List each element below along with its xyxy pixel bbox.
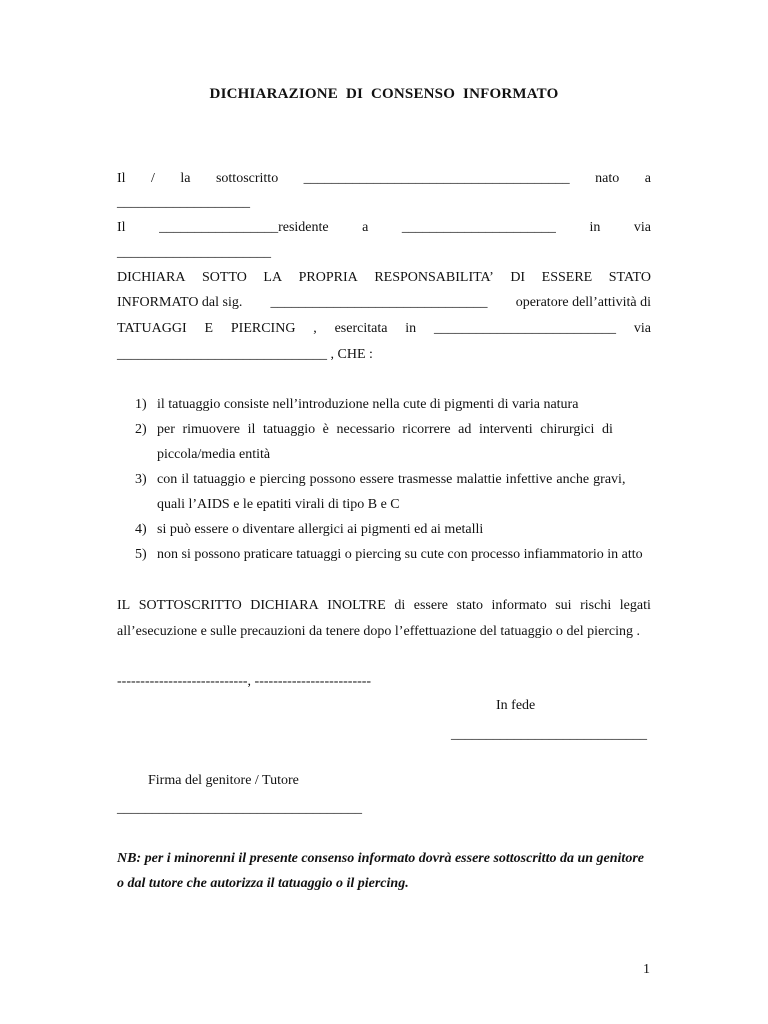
word: INOLTRE xyxy=(327,598,386,613)
word: essere xyxy=(413,598,448,613)
word: di xyxy=(394,598,406,613)
word: SOTTO xyxy=(202,270,247,285)
list-number: 4) xyxy=(135,522,147,537)
text-a-2: a xyxy=(362,220,369,235)
list-number: 3) xyxy=(135,472,147,487)
street-blank[interactable]: ______________________ xyxy=(117,245,271,260)
word: PIERCING xyxy=(230,321,296,336)
word: TATUAGGI xyxy=(117,321,187,336)
city-blank[interactable]: ______________________ xyxy=(401,220,556,235)
text-sottoscritto: sottoscritto xyxy=(215,171,279,186)
list-number: 1) xyxy=(135,397,147,412)
word: rischi xyxy=(580,598,612,613)
word: RESPONSABILITA’ xyxy=(374,270,494,285)
word: DI xyxy=(510,270,526,285)
text-la: la xyxy=(180,171,191,186)
text-informato: INFORMATO dal sig. xyxy=(117,295,243,310)
word: informato xyxy=(491,598,547,613)
document-title: DICHIARAZIONE DI CONSENSO INFORMATO xyxy=(209,86,559,102)
word: ESSERE xyxy=(541,270,593,285)
signature-line[interactable]: ____________________________ xyxy=(451,727,647,742)
list-text: quali l’AIDS e le epatiti virali di tipo B e C xyxy=(157,497,400,512)
list-text: si può essere o diventare allergici ai pigmenti ed ai metalli xyxy=(157,522,484,537)
birthdate-residence-blank[interactable]: _________________residente xyxy=(159,220,329,235)
word: legati xyxy=(619,598,651,613)
word: via xyxy=(633,321,651,336)
additional-declaration-row-1 xyxy=(117,598,651,614)
word: LA xyxy=(263,270,283,285)
operator-name-blank[interactable]: _______________________________ xyxy=(270,295,488,310)
in-fede-label: In fede xyxy=(496,698,536,713)
list-text: per rimuovere il tatuaggio è necessario ricorrere ad interventi chirurgici di xyxy=(157,422,613,437)
word: stato xyxy=(456,598,483,613)
list-number: 5) xyxy=(135,547,147,562)
name-blank[interactable]: ______________________________________ xyxy=(303,171,570,186)
declaration-row-2 xyxy=(117,295,651,311)
declaration-row-1 xyxy=(117,270,651,286)
nb-note-line-2: o dal tutore che autorizza il tatuaggio o il piercing. xyxy=(117,876,409,891)
text-nato: nato xyxy=(595,171,620,186)
list-text: con il tatuaggio e piercing possono essere trasmesse malattie infettive anche gravi, xyxy=(157,472,626,487)
operator-street-che[interactable]: ______________________________ , CHE : xyxy=(117,347,373,362)
declarant-row-3 xyxy=(117,220,651,236)
page-number: 1 xyxy=(643,962,650,977)
guardian-signature-label: Firma del genitore / Tutore xyxy=(148,773,299,788)
word: STATO xyxy=(608,270,651,285)
word: E xyxy=(204,321,214,336)
place-date-field[interactable]: ----------------------------, ------------------------- xyxy=(117,674,372,689)
list-text: piccola/media entità xyxy=(157,447,271,462)
word: SOTTOSCRITTO xyxy=(138,598,242,613)
text-a: a xyxy=(644,171,651,186)
list-text: il tatuaggio consiste nell’introduzione nella cute di pigmenti di varia natura xyxy=(157,397,579,412)
word: esercitata xyxy=(334,321,388,336)
guardian-signature-line[interactable]: ___________________________________ xyxy=(117,801,362,816)
text-il: Il xyxy=(117,171,126,186)
nb-note-line-1: NB: per i minorenni il presente consenso informato dovrà essere sottoscritto da un genitore xyxy=(117,851,644,866)
location-blank[interactable]: __________________________ xyxy=(434,321,616,336)
birthplace-blank[interactable]: ___________________ xyxy=(117,195,250,210)
declaration-row-3 xyxy=(117,321,651,337)
text-il-2: Il xyxy=(117,220,126,235)
word: in xyxy=(405,321,417,336)
additional-declaration-row-2: all’esecuzione e sulle precauzioni da tenere dopo l’effettuazione del tatuaggio o del piercing . xyxy=(117,624,640,639)
text-in: in xyxy=(589,220,601,235)
word: DICHIARA xyxy=(250,598,319,613)
text-operatore: operatore dell’attività di xyxy=(515,295,651,310)
list-text: non si possono praticare tatuaggi o piercing su cute con processo infiammatorio in atto xyxy=(157,547,643,562)
word: PROPRIA xyxy=(298,270,358,285)
word: , xyxy=(313,321,317,336)
word: DICHIARA xyxy=(117,270,186,285)
word: IL xyxy=(117,598,131,613)
list-number: 2) xyxy=(135,422,147,437)
word: sui xyxy=(555,598,572,613)
declarant-row-1 xyxy=(117,171,651,187)
text-slash: / xyxy=(151,171,155,186)
text-via: via xyxy=(633,220,651,235)
